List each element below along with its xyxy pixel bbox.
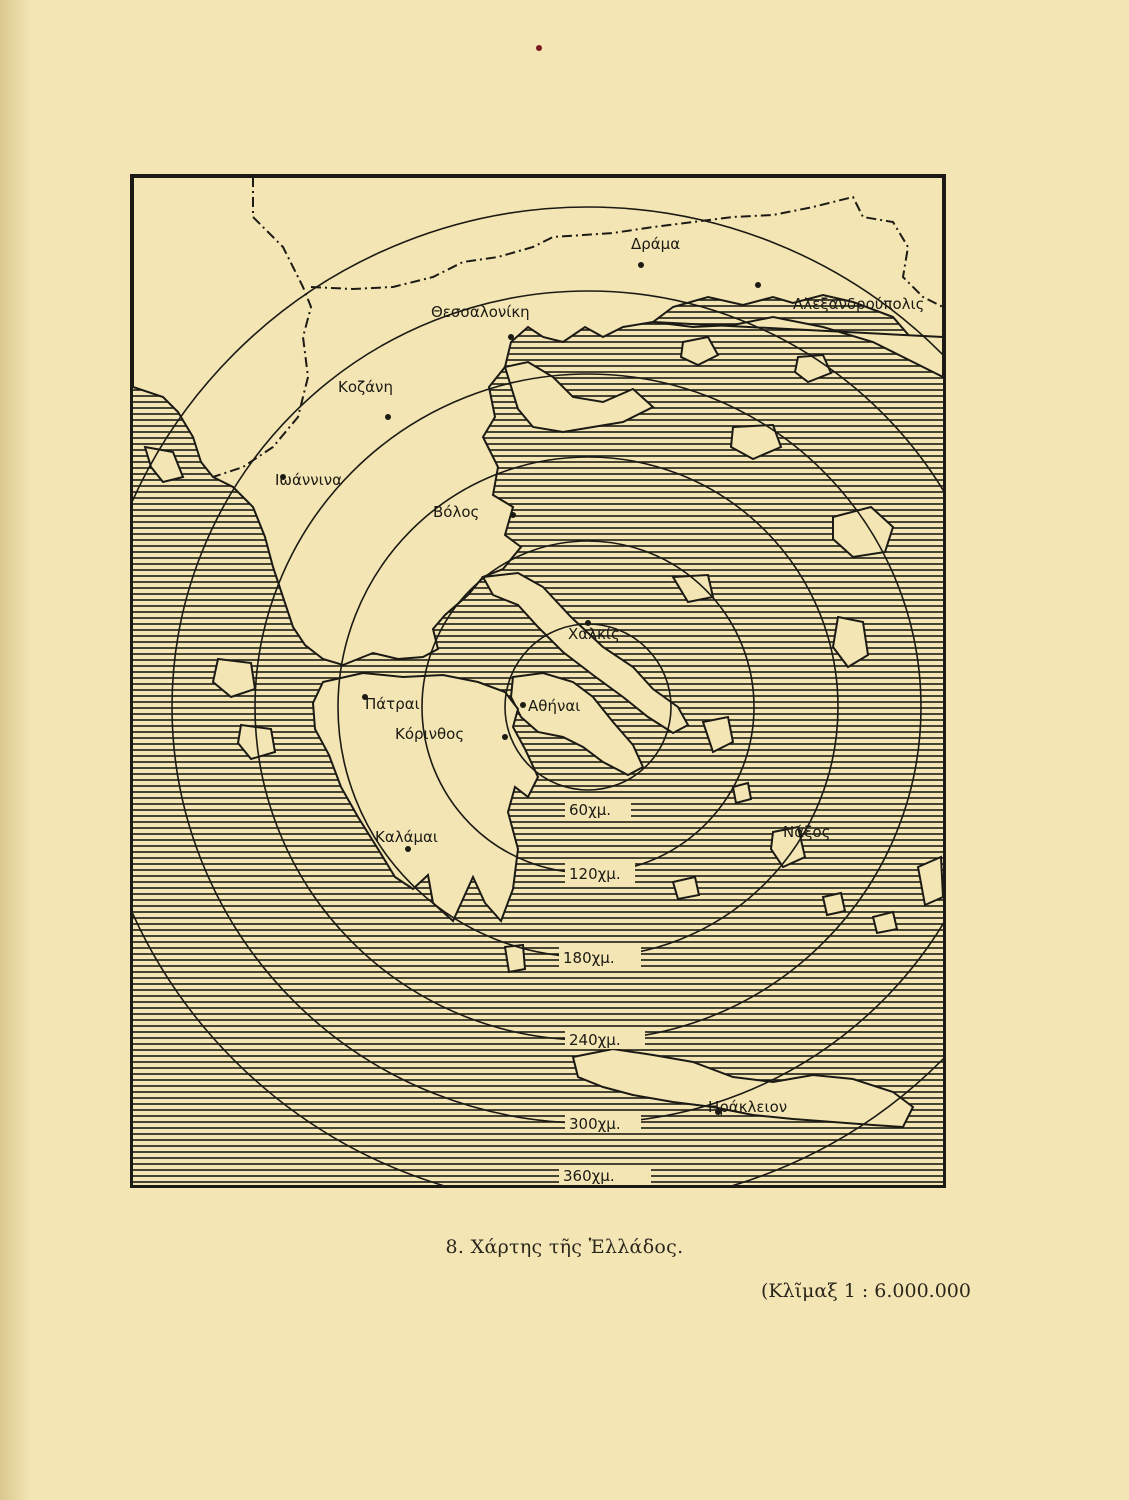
ring-label-60: 60χμ. — [569, 801, 612, 819]
marker-alexandroupolis — [755, 282, 761, 288]
cyclades-small-2 — [823, 893, 845, 915]
cyclades-small-3 — [873, 912, 897, 933]
kythira-island — [505, 945, 525, 972]
marker-kozani — [385, 414, 391, 420]
ring-label-240: 240χμ. — [569, 1031, 621, 1049]
label-korinthos: Κόρινθος — [395, 725, 465, 743]
ring-label-300: 300χμ. — [569, 1115, 621, 1133]
marker-kalamai — [405, 846, 411, 852]
ring-label-180: 180χμ. — [563, 949, 615, 967]
milos-island — [673, 877, 699, 899]
label-patrai: Πάτραι — [365, 695, 420, 713]
ink-speck — [536, 45, 542, 51]
ring-label-120: 120χμ. — [569, 865, 621, 883]
label-kozani: Κοζάνη — [338, 378, 393, 396]
label-volos: Βόλος — [433, 503, 480, 521]
label-drama: Δράμα — [631, 235, 681, 253]
marker-thessaloniki — [508, 334, 514, 340]
map-svg — [133, 177, 943, 1185]
page-edge-shadow — [0, 0, 30, 1500]
marker-korinthos — [502, 734, 508, 740]
marker-drama — [638, 262, 644, 268]
ring-label-360: 360χμ. — [563, 1167, 615, 1185]
marker-athinai — [520, 702, 526, 708]
label-naxos: Νάξος — [783, 823, 831, 841]
label-thessaloniki: Θεσσαλονίκη — [431, 303, 530, 321]
label-ioannina: Ιωάννινα — [275, 471, 342, 489]
map-frame — [130, 174, 946, 1188]
label-alexandroupolis: Αλεξανδρούπολις — [793, 295, 925, 313]
label-irakleion: Ηράκλειον — [708, 1098, 788, 1116]
scale-note: (Κλῖμαξ 1 : 6.000.000 — [760, 1280, 971, 1302]
label-athinai: Αθήναι — [528, 697, 581, 715]
cyclades-small-1 — [733, 783, 751, 803]
label-chalkis: Χαλκίς — [568, 625, 620, 643]
marker-volos — [510, 512, 516, 518]
label-kalamai: Καλάμαι — [375, 828, 438, 846]
figure-caption: 8. Χάρτης τῆς Ἑλλάδος. — [445, 1236, 684, 1258]
